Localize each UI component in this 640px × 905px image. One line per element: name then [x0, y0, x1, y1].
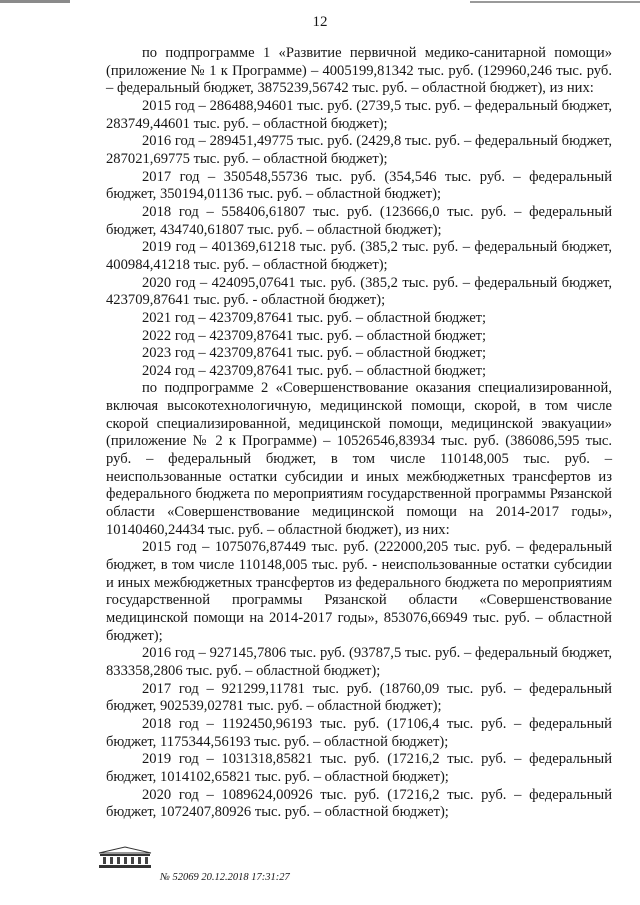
paragraph-sp1-2023: 2023 год – 423709,87641 тыс. руб. – областной бюджет; [142, 345, 487, 362]
paragraph-subprogram-1: по подпрограмме 1 «Развитие первичной медико-санитарной помощи» (приложение № 1 к Программе) – 4005199,81342 тыс. руб. (129960,246 тыс. руб. – федеральный бюджет, 3875239,56742 тыс. руб. – областной бюджет), из них: [106, 45, 612, 97]
paragraph-sp2-2017: 2017 год – 921299,11781 тыс. руб. (18760,09 тыс. руб. – федеральный бюджет, 902539,02781 тыс. руб. – областной бюджет); [106, 680, 612, 715]
scan-edge-artifact [0, 0, 640, 6]
paragraph-sp1-2022: 2022 год – 423709,87641 тыс. руб. – областной бюджет; [142, 327, 487, 344]
paragraph-sp2-2018: 2018 год – 1192450,96193 тыс. руб. (17106,4 тыс. руб. – федеральный бюджет, 1175344,56193 тыс. руб. – областной бюджет); [106, 715, 612, 750]
paragraph-sp1-2021: 2021 год – 423709,87641 тыс. руб. – областной бюджет; [142, 309, 487, 326]
document-body [106, 45, 612, 822]
paragraph-sp2-2016: 2016 год – 927145,7806 тыс. руб. (93787,5 тыс. руб. – федеральный бюджет, 833358,2806 тыс. руб. – областной бюджет); [106, 645, 612, 679]
paragraph-subprogram-2: по подпрограмме 2 «Совершенствование оказания специализированной, включая высокотехнологичную, медицинской помощи, скорой, в том числе скорой специализированной, медицинской помощи, медицинской эвакуации» (приложение № 2 к Программе) – 10526546,83934 тыс. руб. (386086,595 тыс. руб. – федеральный бюджет, в том числе 110148,005 тыс. руб. – неиспользованные остатки субсидии и иных межбюджетных трансфертов из федерального бюджета по мероприятиям государственной программы Рязанской области «Совершенствование медицинской помощи на 2014-2017 годы», 10140460,24434 тыс. руб. – областной бюджет), из них: [106, 380, 612, 538]
building-stamp-icon [96, 846, 154, 870]
paragraph-sp1-2019: 2019 год – 401369,61218 тыс. руб. (385,2 тыс. руб. – федеральный бюджет, 400984,41218 тыс. руб. – областной бюджет); [106, 239, 612, 273]
paragraph-sp1-2016: 2016 год – 289451,49775 тыс. руб. (2429,8 тыс. руб. – федеральный бюджет, 287021,69775 тыс. руб. – областной бюджет); [106, 133, 612, 167]
paragraph-sp1-2017: 2017 год – 350548,55736 тыс. руб. (354,546 тыс. руб. – федеральный бюджет, 350194,01136 тыс. руб. – областной бюджет); [106, 168, 612, 203]
paragraph-sp2-2019: 2019 год – 1031318,85821 тыс. руб. (17216,2 тыс. руб. – федеральный бюджет, 1014102,65821 тыс. руб. – областной бюджет); [106, 751, 612, 785]
paragraph-sp1-2015: 2015 год – 286488,94601 тыс. руб. (2739,5 тыс. руб. – федеральный бюджет, 283749,44601 тыс. руб. – областной бюджет); [106, 97, 612, 132]
page-number: 12 [312, 14, 328, 30]
paragraph-sp2-2020: 2020 год – 1089624,00926 тыс. руб. (17216,2 тыс. руб. – федеральный бюджет, 1072407,80926 тыс. руб. – областной бюджет); [106, 786, 612, 821]
paragraph-sp1-2024: 2024 год – 423709,87641 тыс. руб. – областной бюджет; [142, 362, 487, 379]
paragraph-sp2-2015: 2015 год – 1075076,87449 тыс. руб. (222000,205 тыс. руб. – федеральный бюджет, в том числе 110148,005 тыс. руб. - неиспользованные остатки субсидии и иных межбюджетных трансфертов из федерального бюджета по мероприятиям государственной программы Рязанской области «Совершенствование медицинской помощи на 2014-2017 годы», 853076,66949 тыс. руб. – областной бюджет); [106, 539, 612, 644]
paragraph-sp1-2018: 2018 год – 558406,61807 тыс. руб. (123666,0 тыс. руб. – федеральный бюджет, 434740,61807 тыс. руб. – областной бюджет); [106, 203, 612, 238]
paragraph-sp1-2020: 2020 год – 424095,07641 тыс. руб. (385,2 тыс. руб. – федеральный бюджет, 423709,87641 тыс. руб. - областной бюджет); [106, 274, 612, 309]
registration-number: № 52069 20.12.2018 17:31:27 [160, 872, 290, 883]
